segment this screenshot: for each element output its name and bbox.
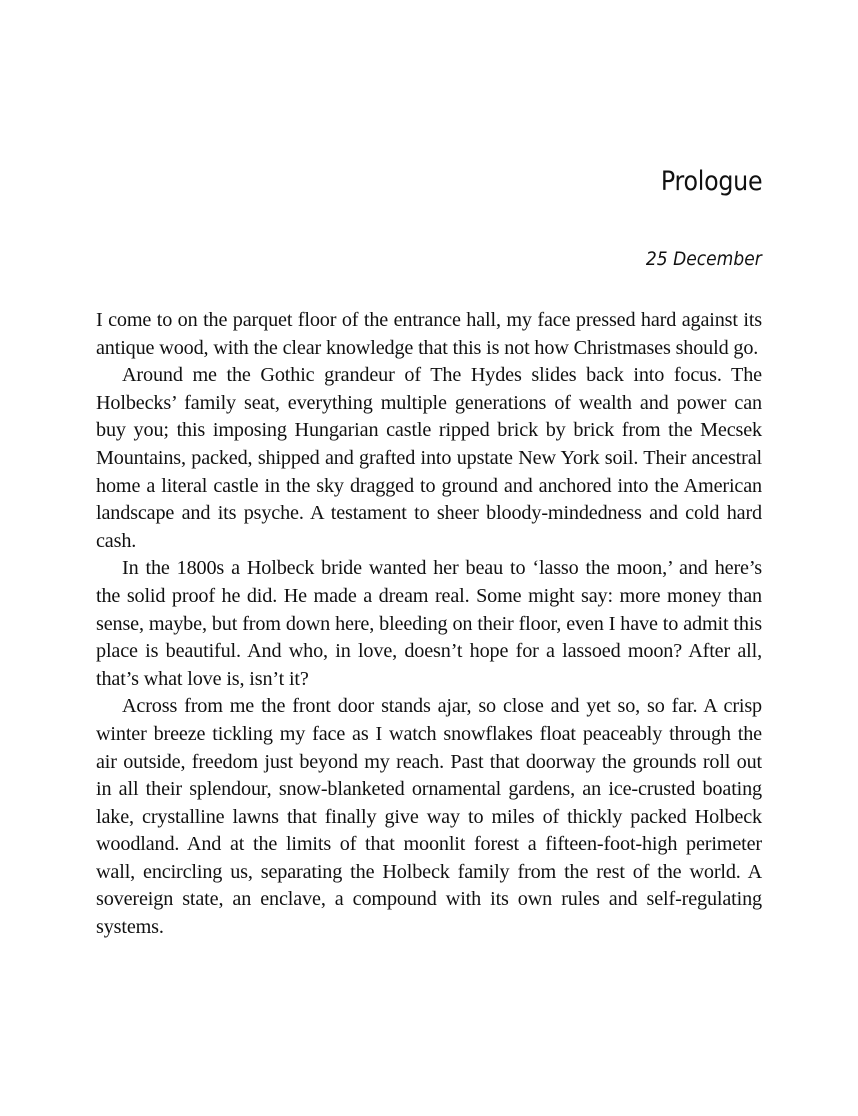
chapter-body <box>96 307 762 942</box>
chapter-title: Prologue <box>660 166 762 197</box>
paragraph: I come to on the parquet floor of the entrance hall, my face pressed hard against its antique wood, with the clear knowledge that this is not how Christmases should go. <box>96 309 762 359</box>
paragraph: In the 1800s a Holbeck bride wanted her beau to ‘lasso the moon,’ and here’s the solid proof he did. He made a dream real. Some might say: more money than sense, maybe, but from down here, bleeding on their floor, even I have to admit this place is beautiful. And who, in love, doesn’t hope for a lassoed moon? After all, that’s what love is, isn’t it? <box>96 557 762 690</box>
paragraph: Around me the Gothic grandeur of The Hydes slides back into focus. The Holbecks’ family seat, everything multiple generations of wealth and power can buy you; this imposing Hungarian castle ripped brick by brick from the Mecsek Mountains, packed, shipped and grafted into upstate New York soil. Their ancestral home a literal castle in the sky dragged to ground and anchored into the American landscape and its psyche. A testament to sheer bloody-mindedness and cold hard cash. <box>96 364 762 552</box>
paragraph: Across from me the front door stands ajar, so close and yet so, so far. A crisp winter breeze tickling my face as I watch snowflakes float peaceably through the air outside, freedom just beyond my reach. Past that doorway the grounds roll out in all their splendour, snow-blanketed ornamental gardens, an ice-crusted boating lake, crystalline lawns that finally give way to miles of thickly packed Holbeck woodland. And at the limits of that moonlit forest a fifteen-foot-high perimeter wall, encircling us, separating the Holbeck family from the rest of the world. A sovereign state, an enclave, a compound with its own rules and self-regulating systems. <box>96 695 762 939</box>
chapter-date: 25 December <box>646 248 762 270</box>
